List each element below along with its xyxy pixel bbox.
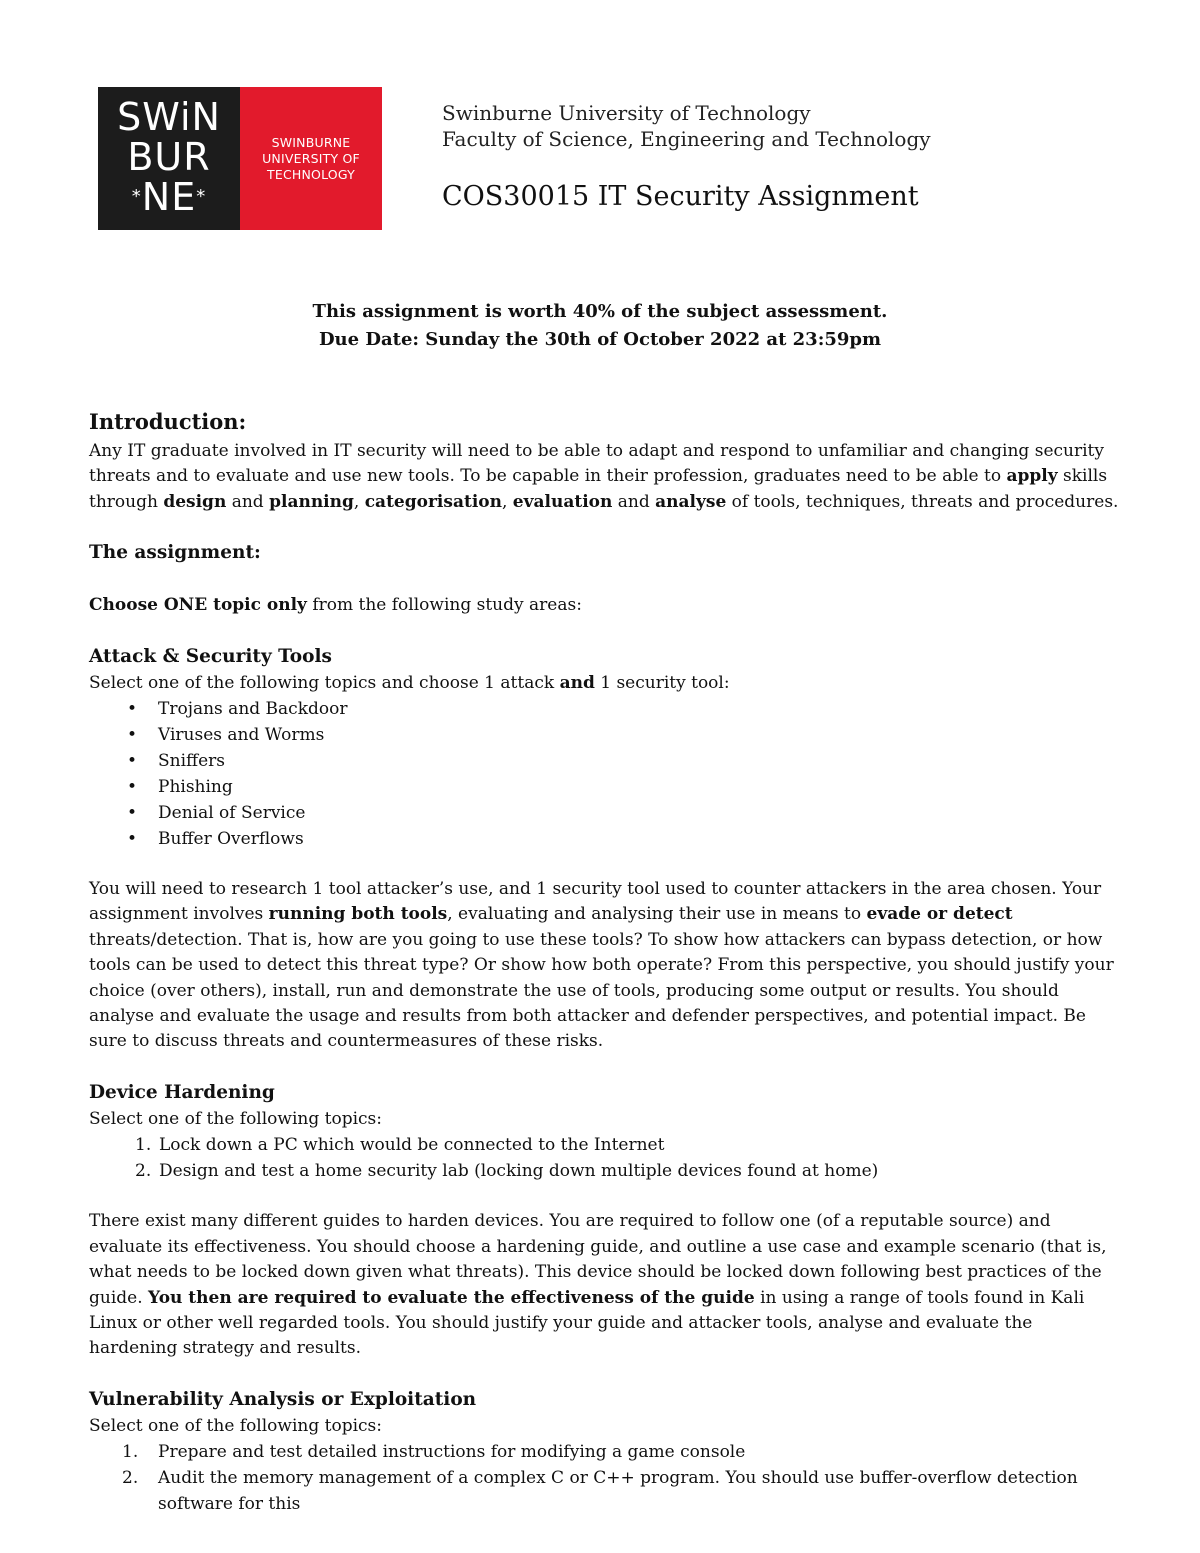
list-item: 1. Lock down a PC which would be connected to the Internet [135,1135,665,1156]
introduction-paragraph: Any IT graduate involved in IT security will need to be able to adapt and respond to unfamiliar and changing security threats and to evaluate and use new tools. To be capable in their profession, graduates need to be able to apply skills through design and planning, categorisation, evaluation and analyse of tools, techniques, threats and procedures. [89,441,1119,512]
logo-institution-name: SWINBURNE UNIVERSITY OF TECHNOLOGY [240,87,382,230]
device-hardening-intro: Select one of the following topics: [89,1108,383,1129]
list-item: • Viruses and Worms [127,722,1119,748]
due-date: Due Date: Sunday the 30th of October 2022 at 23:59pm [318,329,882,350]
university-name: Swinburne University of Technology [442,101,811,125]
vulnerability-intro: Select one of the following topics: [89,1415,383,1436]
device-hardening-paragraph: There exist many different guides to harden devices. You are required to follow one (of a reputable source) and evaluate its effectiveness. You should choose a hardening guide, and outline a use case and example scenario (that is, what needs to be locked down given what threats). This device should be locked down following best practices of the guide. You then are required to evaluate the effectiveness of the guide in using a range of tools found in Kali Linux or other well regarded tools. You should justify your guide and attacker tools, analyse and evaluate the hardening strategy and results. [89,1211,1107,1359]
attack-topic-list [89,696,1119,852]
assessment-summary [0,298,1200,354]
hardening-topic-list [89,1132,1119,1184]
attack-tools-paragraph: You will need to research 1 tool attacker’s use, and 1 security tool used to counter attackers in the area chosen. Your assignment involves running both tools, evaluating and analysing their use in means to evade or detect threats/detection. That is, how are you going to use these tools? To show how attackers can bypass detection, or how tools can be used to detect this threat type? Or show how both operate? From this perspective, you should justify your choice (over others), install, run and demonstrate the use of tools, producing some output or results. You should analyse and evaluate the usage and results from both attacker and defender perspectives, and potential impact. Be sure to discuss threats and countermeasures of these risks. [89,879,1114,1052]
list-item: • Buffer Overflows [127,826,1119,852]
attack-tools-heading: Attack & Security Tools [89,645,332,667]
logo-star-icon: * [196,185,207,207]
attack-tools-intro: Select one of the following topics and choose 1 attack and 1 security tool: [89,672,730,693]
bullet-icon: • [127,777,138,798]
list-item: 2. Audit the memory management of a complex C or C++ program. You should use buffer-overflow detection software for this [122,1468,1078,1515]
logo-star-icon: * [131,185,142,207]
bullet-icon: • [127,803,138,824]
list-item: 2. Design and test a home security lab (locking down multiple devices found at home) [135,1161,879,1182]
device-hardening-heading: Device Hardening [89,1081,275,1103]
list-item: • Phishing [127,774,1119,800]
faculty-name: Faculty of Science, Engineering and Technology [442,127,931,151]
institution-header [442,100,931,152]
list-item: 1. Prepare and test detailed instructions for modifying a game console [122,1442,746,1463]
document-title: COS30015 IT Security Assignment [442,181,919,212]
introduction-heading: Introduction: [89,409,247,434]
document-body [89,405,1119,1517]
logo-line-3: *NE* [131,175,207,220]
bullet-icon: • [127,699,138,720]
bullet-icon: • [127,725,138,746]
bullet-icon: • [127,751,138,772]
assignment-instruction: Choose ONE topic only from the following study areas: [89,595,582,616]
logo-line-1: SWiN [117,95,221,140]
swinburne-logo [98,87,382,230]
list-item: • Denial of Service [127,800,1119,826]
assignment-heading: The assignment: [89,542,261,564]
logo-line-2: BUR [127,135,211,180]
bullet-icon: • [127,829,138,850]
assessment-weight: This assignment is worth 40% of the subject assessment. [312,301,888,322]
list-item: • Sniffers [127,748,1119,774]
vulnerability-heading: Vulnerability Analysis or Exploitation [89,1388,477,1410]
list-item: • Trojans and Backdoor [127,696,1119,722]
vulnerability-topic-list [89,1439,1119,1517]
logo-wordmark [98,87,240,230]
